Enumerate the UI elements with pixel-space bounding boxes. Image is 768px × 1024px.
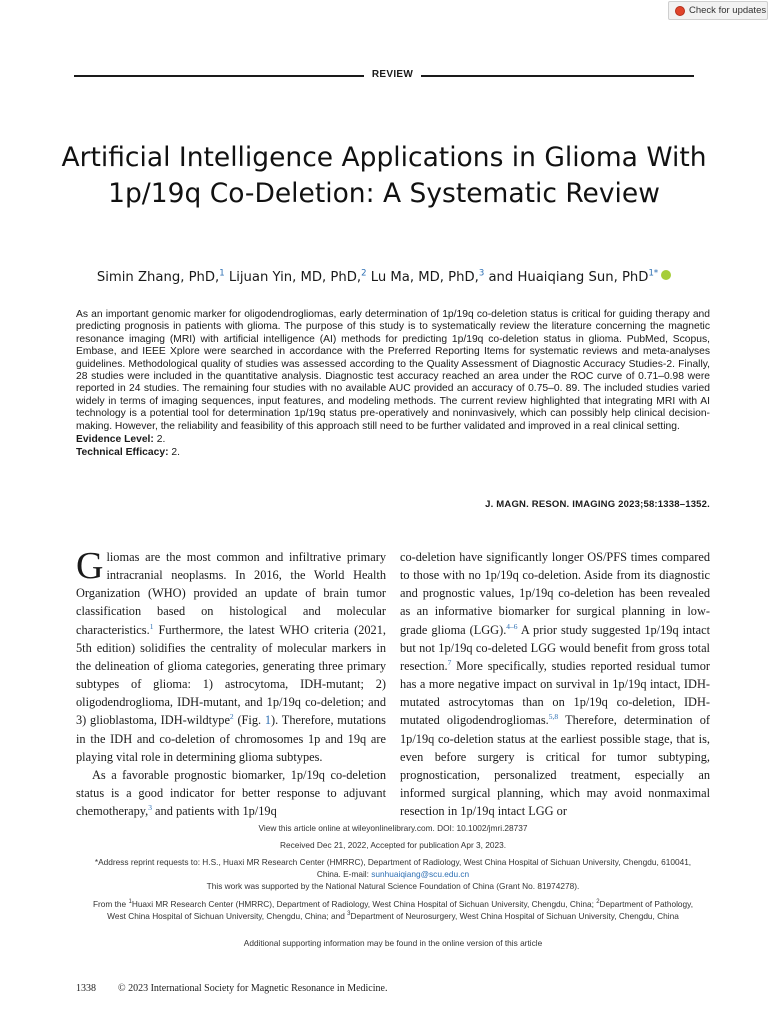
evidence-level: Evidence Level: 2. bbox=[76, 434, 166, 446]
abstract bbox=[76, 309, 710, 459]
section-rule-left bbox=[74, 75, 364, 77]
citation-link[interactable]: 3 bbox=[148, 803, 152, 813]
check-for-updates-label: Check for updates bbox=[689, 5, 767, 16]
citation-link[interactable]: 4–6 bbox=[506, 621, 518, 631]
article-title: Artificial Intelligence Applications in Glioma With 1p/19q Co-Deletion: A Systematic Review bbox=[61, 142, 707, 209]
body-column-right bbox=[400, 548, 710, 820]
author-name: Lijuan Yin, MD, PhD, bbox=[228, 270, 362, 285]
citation-link[interactable]: 1 bbox=[149, 621, 154, 631]
author-name: Simin Zhang, PhD, bbox=[96, 270, 220, 285]
section-label: REVIEW bbox=[371, 69, 414, 80]
author-name: Lu Ma, MD, PhD, bbox=[370, 270, 479, 285]
affiliations: From the $^1$Huaxi MR Research Center (HMRRC), Department of Radiology, West China Hospital of Sichuan University, Chengdu, China; $^2$Department of Pathology, West China Hospital of Sichuan University, Chengdu, China; and $^3$Department of Neurosurgery, West China Hospital of Sichuan University, Chengdu, China bbox=[92, 899, 694, 921]
crossmark-icon bbox=[675, 6, 685, 16]
body-paragraph: Gliomas are the most common and infiltrative primary intracranial neoplasms. In 2016, the World Health Organization (WHO) provided an update of brain tumor classification based on histological and molecular characteristics.$^1$ Furthermore, the latest WHO criteria (2021, 5th edition) solidifies the centrality of molecular markers in the delineation of glioma categories, generating three primary subtypes of glioma: 1) astrocytoma, IDH-mutant; 2) oligodendroglioma, IDH-mutant, and 1p/19q co-deletion; and 3) glioblastoma, IDH-wildtype$^2$ (Fig. 1). Therefore, mutations in the IDH and co-deletion of chromosomes 1p and 19q are playing vital role in determining glioma subtypes. bbox=[76, 545, 386, 764]
citation-link[interactable]: 7 bbox=[447, 657, 452, 667]
supporting-info-note: Additional supporting information may be found in the online version of this article bbox=[243, 938, 543, 948]
orcid-icon[interactable] bbox=[661, 270, 671, 280]
online-doi-note: View this article online at wileyonlinelibrary.com. DOI: 10.1002/jmri.28737 bbox=[258, 823, 528, 833]
author-list bbox=[40, 270, 728, 285]
body-paragraph: co-deletion have significantly longer OS/PFS times compared to those with no 1p/19q co-deletion. Aside from its diagnostic and prognostic values, 1p/19q co-deletion has been revealed as an informative biomarker for surgical planning in low-grade glioma (LGG).$^{4-6}$ A prior study suggested 1p/19q intact but not 1p/19q co-deleted LGG would benefit from gross total resection.$^7$ More specifically, studies reported residual tumor has a more negative impact on survival in 1p/19q intact, IDH-mutated astrocytomas than on 1p/19q co-deletion, IDH-mutated oligodendrogliomas.$^{5,8}$ Therefore, determination of 1p/19q co-deletion status at the earliest possible stage, that is, even before surgery is critical for tumor subtyping, prognostication, personalized treatment, especially an informed surgical planning, which may avoid nonmaximal resection in 1p/19q intact LGG or bbox=[400, 550, 711, 819]
journal-reference: J. MAGN. RESON. IMAGING 2023;58:1338–1352. bbox=[485, 499, 710, 510]
citation-link[interactable]: 2 bbox=[229, 712, 234, 722]
page-number: 1338 bbox=[76, 983, 96, 994]
author-name: and Huaiqiang Sun, PhD bbox=[488, 270, 649, 285]
affiliation-link[interactable]: 3 bbox=[478, 268, 485, 279]
abstract-text: As an important genomic marker for oligodendrogliomas, early determination of 1p/19q co-deletion status is critical for guiding therapy and predicting prognosis in patients with glioma. The purpose of this study is to systematically review the literature concerning the magnetic resonance imaging (MRI) with artificial intelligence (AI) methods for predicting 1p/19q co-deletion status in glioma. PubMed, Scopus, Embase, and IEEE Xplore were searched in accordance with the Preferred Reporting Items for systematic reviews and meta-analyses guidelines. Methodological quality of studies was assessed according to the Quality Assessment of Diagnostic Accuracy Studies-2. Finally, 28 studies were included in the quantitative analysis. Diagnostic test accuracy reached an area under the ROC curve of 0.71–0.98 were reported in 24 studies. The remaining four studies with no available AUC provided an accuracy of 0.75–0. 89. The included studies varied widely in terms of imaging sequences, input features, and modeling methods. The current review highlighted that integrating MRI with AI technology is a potential tool for determination 1p/19q status pre-operatively and noninvasively, which can possibly help clinical decision-making. However, the reliability and feasibility of this approach still need to be further validated and improved in a real clinical setting. bbox=[76, 309, 710, 432]
email-link[interactable]: sunhuaiqiang@scu.edu.cn bbox=[371, 868, 470, 879]
correspondence-address: *Address reprint requests to: H.S., Huaxi MR Research Center (HMRRC), Department of Radiology, West China Hospital of Sichuan University, Chengdu, 610041, China. E-mail: sunhuaiqiang@scu.edu.cn bbox=[94, 857, 692, 879]
affiliation-link[interactable]: 2 bbox=[361, 268, 367, 279]
received-dates: Received Dec 21, 2022, Accepted for publication Apr 3, 2023. bbox=[279, 840, 506, 850]
affiliation-link[interactable]: 1 bbox=[219, 268, 225, 279]
check-for-updates-button[interactable] bbox=[668, 1, 768, 20]
citation-link[interactable]: 5,8 bbox=[548, 712, 559, 722]
figure-link[interactable]: 1 bbox=[264, 713, 272, 728]
funding-note: This work was supported by the National Natural Science Foundation of China (Grant No. 81974278). bbox=[206, 881, 580, 891]
section-rule-right bbox=[421, 75, 694, 77]
copyright-notice: © 2023 International Society for Magnetic Resonance in Medicine. bbox=[118, 983, 388, 994]
body-column-left bbox=[76, 545, 386, 820]
drop-cap: G bbox=[76, 545, 104, 587]
technical-efficacy: Technical Efficacy: 2. bbox=[76, 447, 180, 459]
body-paragraph: As a favorable prognostic biomarker, 1p/19q co-deletion status is a good indicator for better response to adjuvant chemotherapy,$^3$ and patients with 1p/19q bbox=[76, 767, 386, 819]
affiliation-link[interactable]: 1* bbox=[648, 268, 659, 279]
